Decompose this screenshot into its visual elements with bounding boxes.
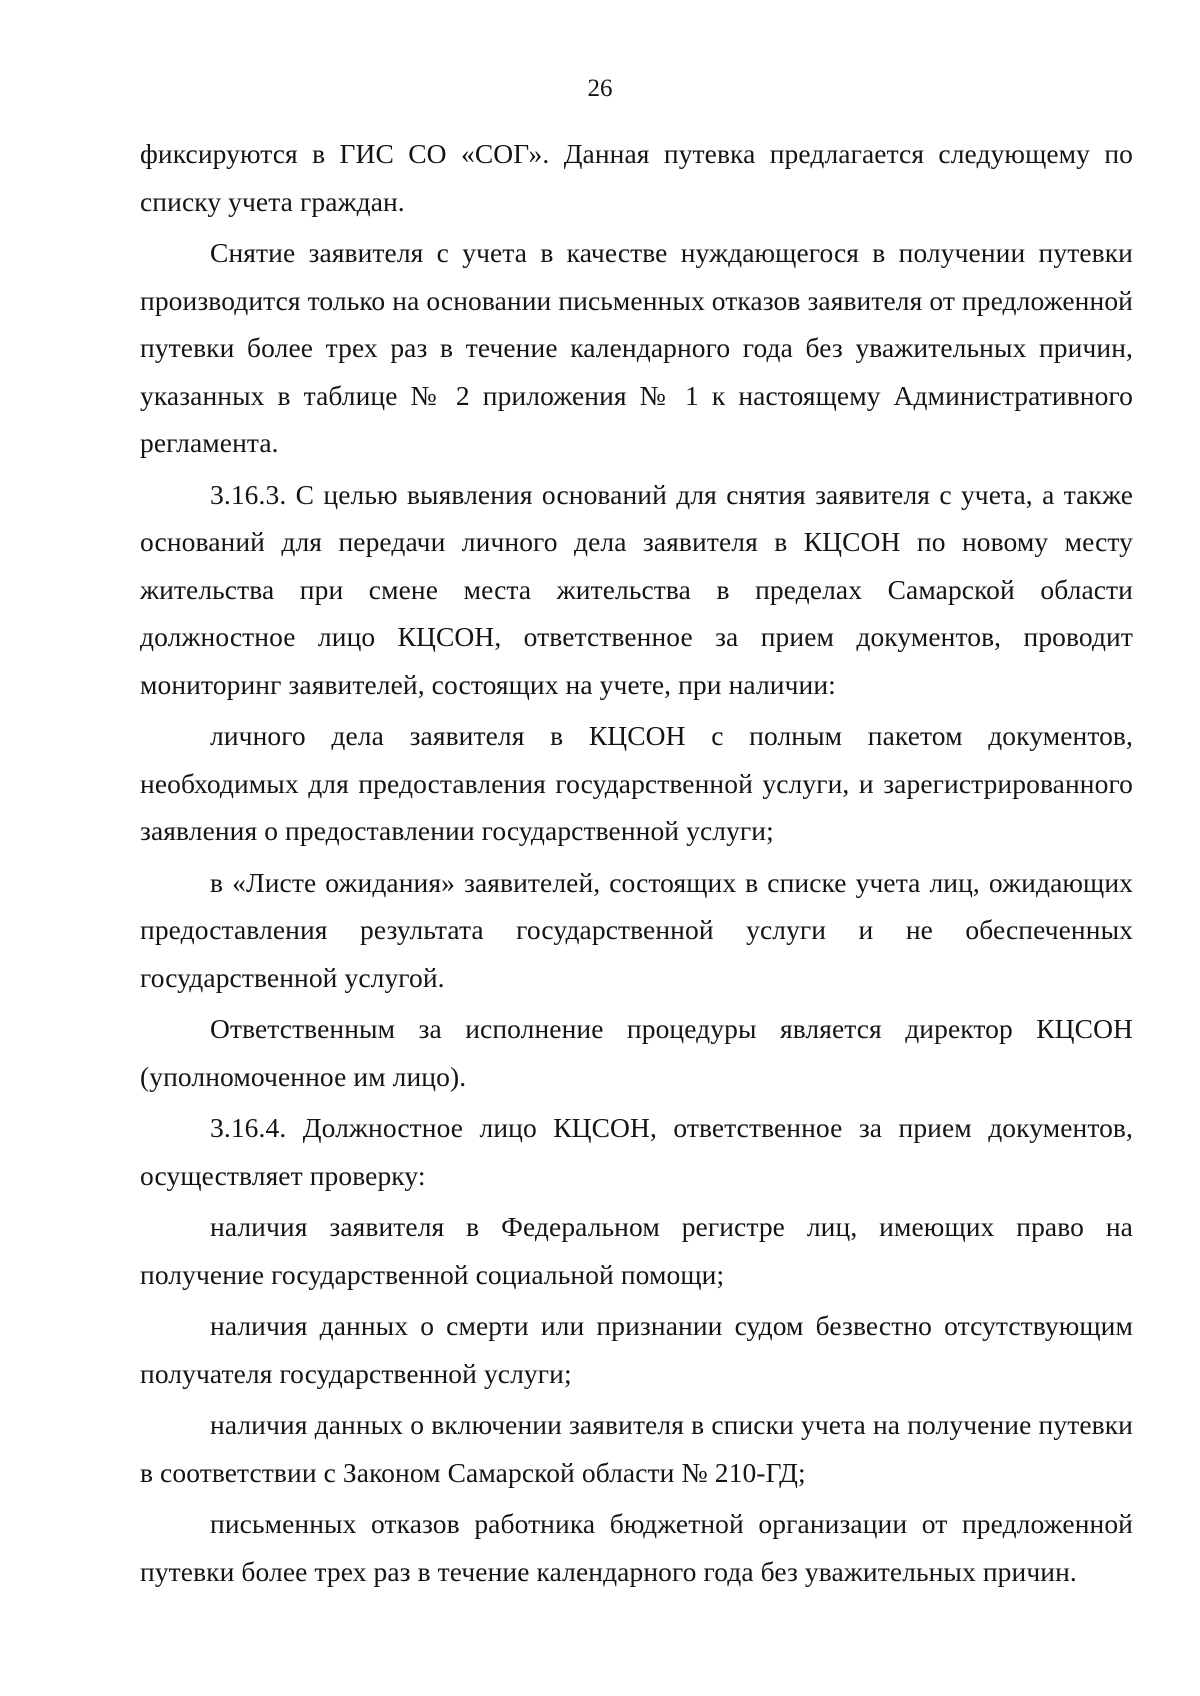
paragraph-continuation: фиксируются в ГИС СО «СОГ». Данная путевка предлагается следующему по списку учета граждан. xyxy=(140,138,1133,217)
paragraph-waiting-list: в «Листе ожидания» заявителей, состоящих в списке учета лиц, ожидающих предоставления результата государственной услуги и не обеспеченных государственной услугой. xyxy=(140,866,1133,993)
document-body xyxy=(140,130,1133,1599)
paragraph-inclusion-data: наличия данных о включении заявителя в списки учета на получение путевки в соответствии с Законом Самарской области № 210-ГД; xyxy=(140,1409,1133,1488)
paragraph-written-refusals: письменных отказов работника бюджетной организации от предложенной путевки более трех раз в течение календарного года без уважительных причин. xyxy=(140,1508,1133,1587)
paragraph-3-16-3: 3.16.3. С целью выявления оснований для снятия заявителя с учета, а также оснований для передачи личного дела заявителя в КЦСОН по новому месту жительства при смене места жительства в пределах Самарской области должностное лицо КЦСОН, ответственное за прием документов, проводит мониторинг заявителей, состоящих на учете, при наличии: xyxy=(140,478,1133,700)
page-number: 26 xyxy=(587,75,613,102)
paragraph-3-16-4: 3.16.4. Должностное лицо КЦСОН, ответственное за прием документов, осуществляет проверку: xyxy=(140,1112,1133,1191)
paragraph-deregistration: Снятие заявителя с учета в качестве нуждающегося в получении путевки производится только на основании письменных отказов заявителя от предложенной путевки более трех раз в течение календарного года без уважительных причин, указанных в таблице № 2 приложения № 1 к настоящему Административного регламента. xyxy=(140,237,1133,458)
paragraph-responsible: Ответственным за исполнение процедуры является директор КЦСОН (уполномоченное им лицо). xyxy=(140,1013,1133,1092)
paragraph-federal-register: наличия заявителя в Федеральном регистре лиц, имеющих право на получение государственной социальной помощи; xyxy=(140,1211,1133,1290)
paragraph-personal-file: личного дела заявителя в КЦСОН с полным пакетом документов, необходимых для предоставления государственной услуги, и зарегистрированного заявления о предоставлении государственной услуги; xyxy=(140,720,1133,846)
paragraph-death-data: наличия данных о смерти или признании судом безвестно отсутствующим получателя государственной услуги; xyxy=(140,1310,1133,1389)
